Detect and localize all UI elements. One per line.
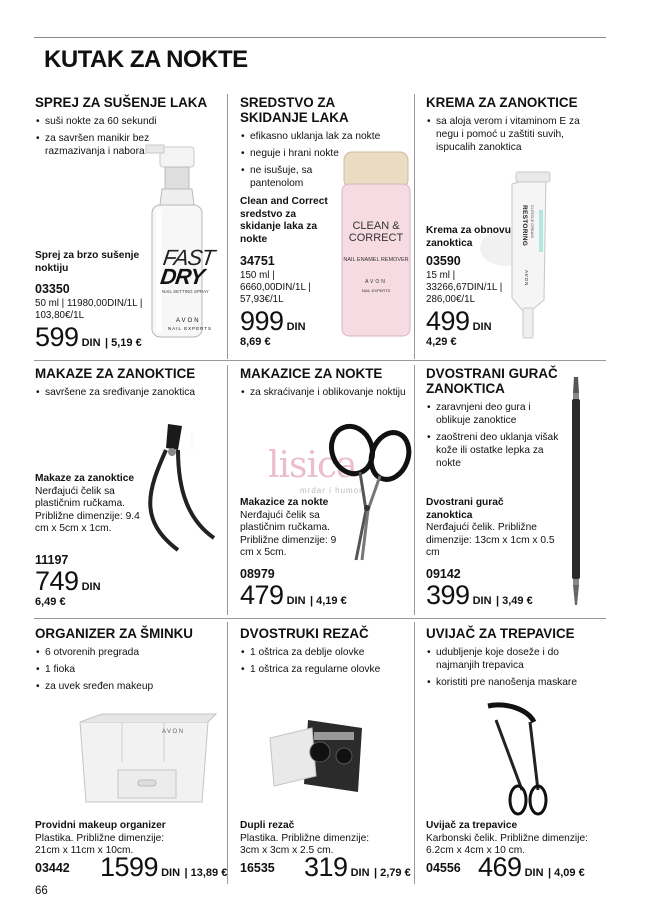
cuticle-pusher-image [562,375,592,615]
feature-item: • za savršen manikir bez razmazivanja i nabora [35,132,165,158]
category-title: SPREJ ZA SUŠENJE LAKA [35,95,208,110]
product-code: 04556 [426,861,461,875]
product-volume-price: 50 ml | 11980,00DIN/1L | 103,80€/1L [35,298,143,321]
product-code: 09142 [426,567,461,581]
row-divider [34,360,606,361]
feature-item: • neguje i hrani nokte [240,147,410,160]
product-code: 03590 [426,254,461,268]
eyelash-curler-image [478,700,558,820]
page-title: KUTAK ZA NOKTE [44,46,248,73]
feature-item: • za uvek sređen makeup [35,680,220,693]
cream-label: RESTORING [521,205,528,247]
feature-item: • ne isušuje, sa pantenolom [240,164,330,190]
product-name: Uvijač za trepavice Karbonski čelik. Približne dimenzije: 6.2cm x 4cm x 10 cm. [426,820,588,856]
product-card-nail-scissors [240,366,412,403]
feature-list [426,646,606,689]
product-code: 16535 [240,861,275,875]
feature-list [426,115,604,154]
category-title: KREMA ZA ZANOKTICE [426,95,578,110]
price: 499 DIN [426,306,492,336]
feature-item: • savršene za sređivanje zanoktica [35,386,220,399]
watermark-sub: mrdar i humor [300,486,363,495]
product-volume-price: 15 ml | 33266,67DIN/1L | 286,00€/1L [426,270,503,305]
category-title: SREDSTVO ZA SKIDANJE LAKA [240,95,349,125]
feature-list [426,401,574,470]
product-name: Sprej za brzo sušenje noktiju [35,250,140,274]
product-card-cuticle-pusher [426,366,574,474]
feature-item: • za skraćivanje i oblikovanje noktiju [240,386,412,399]
price-eur: 8,69 € [240,336,271,348]
product-name: Dvostrani gurač zanoktica Nerđajući čelik. Približne dimenzije: 13cm x 1cm x 0.5 cm [426,497,555,558]
spray-label: FAST DRY [158,245,216,289]
makeup-organizer-image [72,712,217,812]
product-card-cuticle-cream [426,95,604,158]
product-name: Makazice za nokte Nerđajući čelik sa plastičnim ručkama. Približne dimenzije: 9 cm x 5cm. [240,497,337,558]
column-divider [227,94,228,359]
category-title: MAKAZICE ZA NOKTE [240,366,383,381]
price-eur: 4,29 € [426,336,457,348]
remover-label: CLEAN & CORRECT NAIL ENAMEL REMOVER AVON NAIL EXPERTS [343,220,409,293]
feature-item: • sa alojа verom i vitaminom E za negu i pomoć u zaštiti suvih, ispucalih zanoktica [426,115,586,154]
watermark: lisica [268,445,357,486]
product-name: Providni makeup organizer Plastika. Približne dimenzije: 21cm x 11cm x 10cm. [35,820,166,856]
product-volume-price: 150 ml | 6660,00DIN/1L | 57,93€/1L [240,270,311,305]
product-card-organizer [35,626,220,697]
column-divider [227,365,228,615]
product-code: 08979 [240,567,275,581]
feature-item: • 1 oštrica za regularne olovke [240,663,412,676]
price: 469 DIN | 4,09 € [478,852,585,882]
feature-item: • koristiti pre nanošenja maskare [426,676,606,689]
feature-item: • suši nokte za 60 sekundi [35,115,215,128]
product-card-sharpener [240,626,412,680]
feature-list [240,646,412,676]
product-card-eyelash-curler [426,626,606,693]
feature-item: • efikasno uklanja lak za nokte [240,130,410,143]
price: 999 DIN [240,306,306,336]
double-sharpener-image [262,714,372,804]
price: 599 DIN | 5,19 € [35,322,142,352]
feature-item: • 1 oštrica za deblje olovke [240,646,412,659]
fast-dry-spray-image [140,135,220,345]
feature-list [35,646,220,693]
top-rule [34,37,606,38]
price: 319 DIN | 2,79 € [304,852,411,882]
page-number: 66 [35,885,48,897]
feature-list [35,386,220,399]
category-title: UVIJAČ ZA TREPAVICE [426,626,575,641]
column-divider [414,365,415,615]
column-divider [227,622,228,884]
cuticle-cream-tube-image [476,170,606,350]
product-name: Makaze za zanoktice Nerđajući čelik sa plastičnim ručkama. Približne dimenzije: 9.4 cm x 5cm x 1cm. [35,473,140,534]
product-card-cuticle-nipper [35,366,220,403]
product-code: 34751 [240,254,275,268]
category-title: DVOSTRANI GURAČ ZANOKTICA [426,366,558,396]
price: 1599 DIN | 13,89 € [100,852,228,882]
feature-list [240,386,412,399]
feature-item: • zaravnjeni deo gura i oblikuje zanoktice [426,401,551,427]
row-divider [34,618,606,619]
category-title: MAKAZE ZA ZANOKTICE [35,366,196,381]
feature-item: • 1 fioka [35,663,220,676]
price: 479 DIN | 4,19 € [240,580,347,610]
column-divider [414,94,415,359]
category-title: DVOSTRUKI REZAČ [240,626,369,641]
product-code: 03442 [35,861,70,875]
product-name: Dupli rezač Plastika. Približne dimenzije: 3cm x 3cm x 2.5 cm. [240,820,370,856]
feature-item: • 6 otvorenih pregrada [35,646,220,659]
category-title: ORGANIZER ZA ŠMINKU [35,626,193,641]
price-eur: 6,49 € [35,596,66,608]
product-code: 11197 [35,553,69,567]
price: 749 DIN [35,566,101,596]
product-name: Krema za obnovu zanoktica [426,225,511,249]
feature-item: • zaoštreni deo uklanja višak kože ili ostatke lepka za nokte [426,431,561,470]
feature-item: • udubljenje koje doseže i do najmanjih trepavica [426,646,576,672]
product-code: 03350 [35,282,70,296]
price: 399 DIN | 3,49 € [426,580,533,610]
product-name: Clean and Correct sredstvo za skidanje laka za nokte [240,196,328,245]
column-divider [414,622,415,884]
